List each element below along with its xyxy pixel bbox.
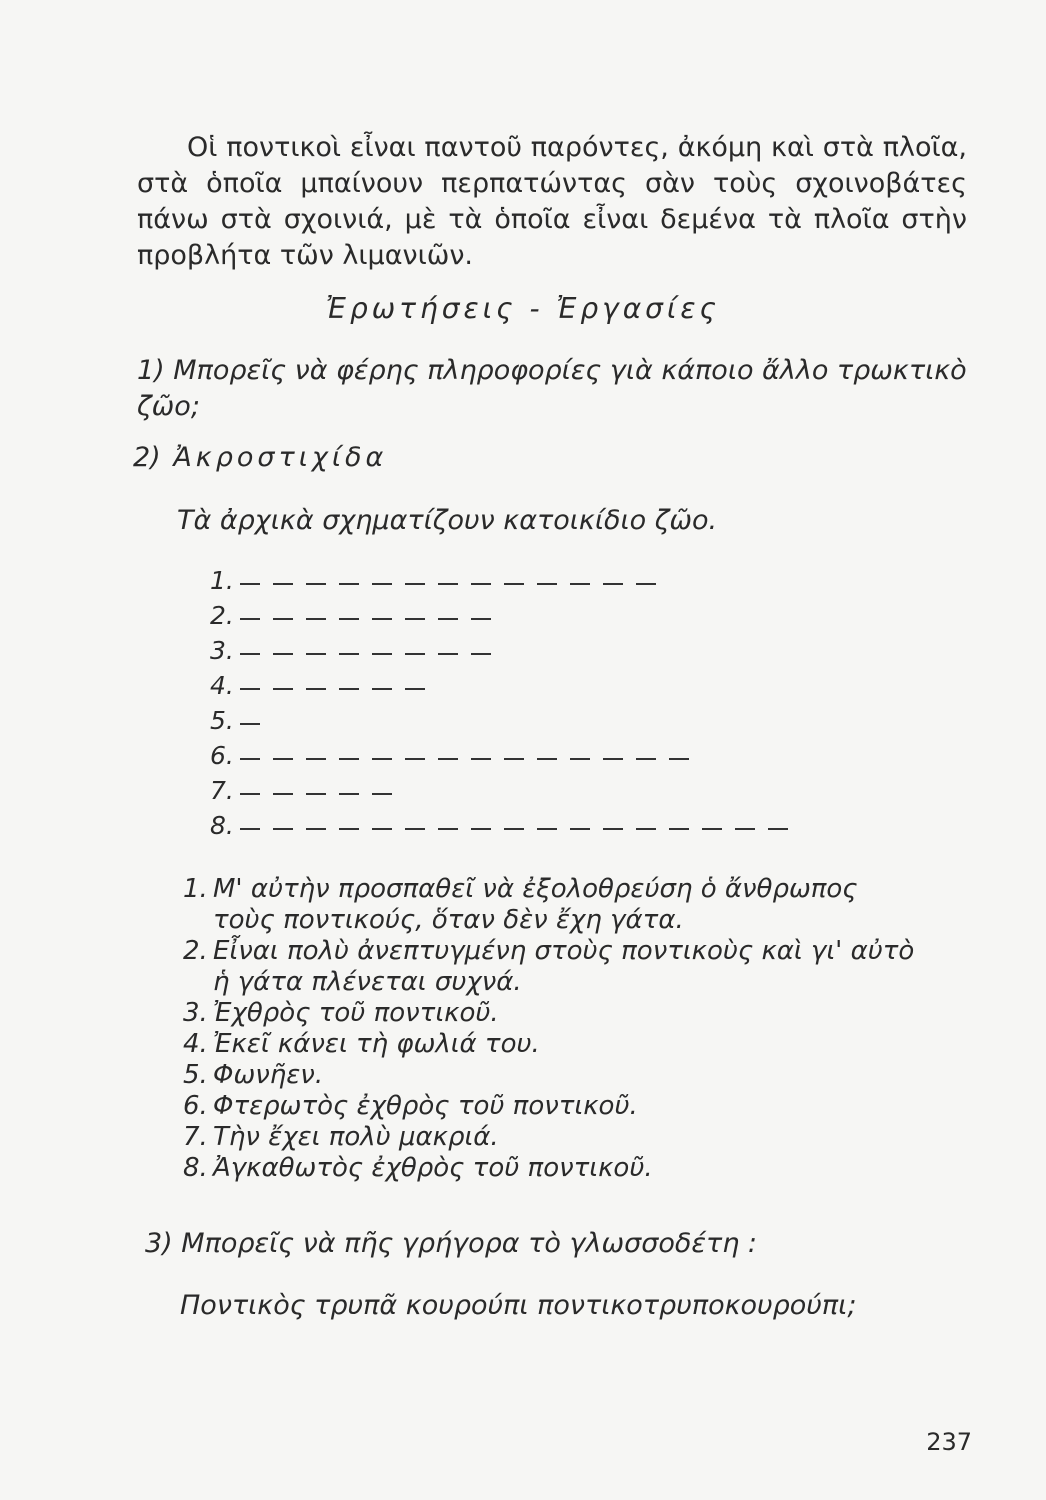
acrostic-row-number: 5. [210,706,234,735]
question-2-label: Ἀκροστιχίδα [173,442,388,473]
letter-blank [273,653,293,655]
acrostic-row-number: 3. [210,636,234,665]
letter-blank [339,653,359,655]
letter-blank [240,723,260,725]
letter-blank [438,758,458,760]
clue-item [183,936,983,998]
clue-text: Φωνῆεν. [213,1060,324,1090]
question-2-number: 2) [133,442,161,473]
acrostic-row-number: 1. [210,566,234,595]
acrostic-instruction: Τὰ ἀρχικὰ σχηματίζουν κατοικίδιο ζῶο. [177,505,718,536]
section-heading: Ἐρωτήσεις - Ἐργασίες [326,292,720,325]
question-2 [133,442,387,473]
acrostic-row-number: 2. [210,601,234,630]
clue-text: Ἀγκαθωτὸς ἐχθρὸς τοῦ ποντικοῦ. [213,1153,653,1183]
acrostic-row-number: 8. [210,811,234,840]
letter-blank [405,828,425,830]
letter-blank [306,618,326,620]
letter-blank [306,653,326,655]
letter-blank [339,688,359,690]
clue-number: 6. [183,1091,208,1121]
letter-blank [372,653,392,655]
letter-blank [240,618,260,620]
clue-text-continued: ἡ γάτα πλένεται συχνά. [213,967,522,997]
acrostic-clues [183,874,983,1184]
letter-blank [504,828,524,830]
letter-blank [372,583,392,585]
letter-blank [339,758,359,760]
letter-blank [570,758,590,760]
letter-blank [438,653,458,655]
clue-text: Ἐχθρὸς τοῦ ποντικοῦ. [213,998,499,1028]
question-1: 1) Μπορεῖς νὰ φέρης πληροφορίες γιὰ κάποιο ἄλλο τρωκτικὸ ζῶο; [137,355,967,422]
page-number: 237 [926,1428,972,1456]
letter-blank [339,793,359,795]
letter-blank [603,828,623,830]
letter-blank [537,583,557,585]
letter-blank [537,758,557,760]
acrostic-row [210,776,405,806]
letter-blank [504,583,524,585]
acrostic-blanks [240,601,504,631]
letter-blank [438,618,458,620]
clue-text: Εἶναι πολὺ ἀνεπτυγμένη στοὺς ποντικοὺς καὶ γι' αὐτὸ [213,936,915,966]
letter-blank [603,758,623,760]
letter-blank [306,828,326,830]
letter-blank [306,758,326,760]
letter-blank [339,583,359,585]
letter-blank [405,653,425,655]
acrostic-row [210,811,801,841]
letter-blank [702,828,722,830]
clue-item [183,998,983,1029]
clue-text-continued: τοὺς ποντικούς, ὅταν δὲν ἔχη γάτα. [213,905,684,935]
letter-blank [306,583,326,585]
acrostic-row [210,636,504,666]
letter-blank [669,758,689,760]
letter-blank [471,758,491,760]
clue-item [183,1122,983,1153]
intro-paragraph: Οἱ ποντικοὶ εἶναι παντοῦ παρόντες, ἀκόμη καὶ στὰ πλοῖα, στὰ ὁποῖα μπαίνουν περπατώντας σὰν τοὺς σχοινοβάτες πάνω στὰ σχοινιά, μὲ τὰ ὁποῖα εἶναι δεμένα τὰ πλοῖα στὴν προβλήτα τῶν λιμανιῶν. [137,132,967,271]
letter-blank [240,583,260,585]
letter-blank [273,583,293,585]
acrostic-blanks [240,811,801,841]
question-3: 3) Μπορεῖς νὰ πῆς γρήγορα τὸ γλωσσοδέτη : [145,1228,757,1259]
acrostic-blanks [240,776,405,806]
letter-blank [240,828,260,830]
acrostic-row-number: 4. [210,671,234,700]
clue-item [183,1091,983,1122]
letter-blank [471,618,491,620]
letter-blank [405,618,425,620]
clue-text: Μ' αὐτὴν προσπαθεῖ νὰ ἐξολοθρεύση ὁ ἄνθρωπος [213,874,858,904]
acrostic-row [210,566,669,596]
tongue-twister: Ποντικὸς τρυπᾶ κουρούπι ποντικοτρυποκουρούπι; [180,1290,857,1321]
acrostic-blanks [240,566,669,596]
letter-blank [240,688,260,690]
letter-blank [768,828,788,830]
clue-number: 5. [183,1060,208,1090]
clue-text: Τὴν ἔχει πολὺ μακριά. [213,1122,499,1152]
letter-blank [372,618,392,620]
clue-item [183,1060,983,1091]
clue-number: 8. [183,1153,208,1183]
acrostic-row [210,741,702,771]
letter-blank [273,758,293,760]
clue-item [183,1029,983,1060]
letter-blank [570,583,590,585]
acrostic-blanks [240,636,504,666]
letter-blank [471,583,491,585]
letter-blank [339,828,359,830]
letter-blank [240,793,260,795]
letter-blank [471,653,491,655]
letter-blank [405,758,425,760]
letter-blank [636,828,656,830]
clue-number: 2. [183,936,208,966]
letter-blank [372,688,392,690]
acrostic-row-number: 6. [210,741,234,770]
letter-blank [405,688,425,690]
letter-blank [273,688,293,690]
acrostic-row-number: 7. [210,776,234,805]
letter-blank [438,828,458,830]
letter-blank [405,583,425,585]
letter-blank [504,758,524,760]
letter-blank [306,688,326,690]
acrostic-row [210,706,273,736]
clue-number: 1. [183,874,208,904]
acrostic-blanks [240,706,273,736]
letter-blank [240,653,260,655]
letter-blank [240,758,260,760]
clue-text: Φτερωτὸς ἐχθρὸς τοῦ ποντικοῦ. [213,1091,638,1121]
clue-item [183,1153,983,1184]
letter-blank [339,618,359,620]
acrostic-row [210,671,438,701]
letter-blank [636,583,656,585]
acrostic-blanks [240,671,438,701]
letter-blank [570,828,590,830]
letter-blank [735,828,755,830]
letter-blank [273,828,293,830]
letter-blank [603,583,623,585]
letter-blank [273,793,293,795]
letter-blank [306,793,326,795]
letter-blank [438,583,458,585]
letter-blank [372,758,392,760]
clue-text: Ἐκεῖ κάνει τὴ φωλιά του. [213,1029,540,1059]
clue-item [183,874,983,936]
letter-blank [636,758,656,760]
clue-number: 4. [183,1029,208,1059]
letter-blank [471,828,491,830]
letter-blank [669,828,689,830]
clue-number: 7. [183,1122,208,1152]
letter-blank [372,828,392,830]
acrostic-row [210,601,504,631]
acrostic-blanks [240,741,702,771]
letter-blank [537,828,557,830]
letter-blank [372,793,392,795]
clue-number: 3. [183,998,208,1028]
letter-blank [273,618,293,620]
